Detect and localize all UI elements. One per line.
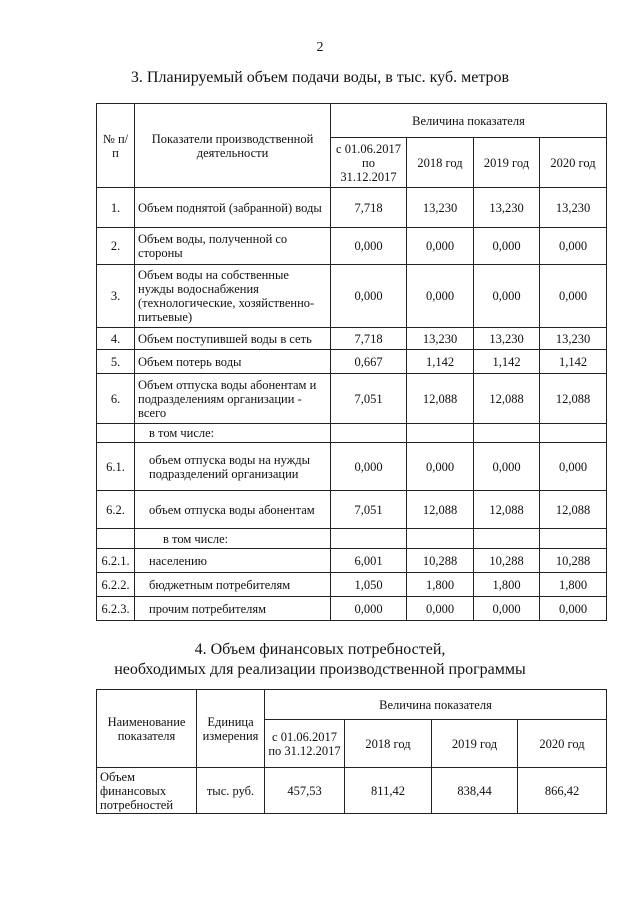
cell-value: 12,088 bbox=[474, 374, 540, 424]
cell-value bbox=[540, 424, 607, 443]
cell-value: 1,800 bbox=[474, 573, 540, 597]
cell-value: 7,718 bbox=[331, 188, 407, 228]
cell-value: 13,230 bbox=[407, 188, 474, 228]
row-name: прочим потребителям bbox=[135, 597, 331, 621]
row-num: 6.1. bbox=[97, 443, 135, 491]
section3-title: 3. Планируемый объем подачи воды, в тыс. куб. метров bbox=[130, 69, 510, 86]
cell-value: 13,230 bbox=[407, 328, 474, 350]
cell-value bbox=[540, 529, 607, 549]
cell-value: 838,44 bbox=[432, 768, 518, 814]
cell-value: 0,000 bbox=[540, 597, 607, 621]
cell-value: 10,288 bbox=[540, 549, 607, 573]
cell-value: 0,000 bbox=[474, 597, 540, 621]
cell-value: 13,230 bbox=[540, 328, 607, 350]
cell-value: 7,051 bbox=[331, 491, 407, 529]
cell-value: 0,000 bbox=[407, 265, 474, 328]
cell-value: 457,53 bbox=[265, 768, 345, 814]
row-name: в том числе: bbox=[135, 529, 331, 549]
cell-value: 0,000 bbox=[540, 265, 607, 328]
section4-title-line1: 4. Объем финансовых потребностей, bbox=[194, 641, 446, 658]
table-row bbox=[97, 328, 607, 350]
water-supply-table bbox=[96, 103, 607, 621]
section4-title-line2: необходимых для реализации производственной программы bbox=[114, 661, 526, 678]
cell-value: 7,051 bbox=[331, 374, 407, 424]
cell-value bbox=[407, 529, 474, 549]
cell-value: 12,088 bbox=[540, 374, 607, 424]
section4-title bbox=[0, 640, 640, 680]
cell-value bbox=[407, 424, 474, 443]
row-num: 2. bbox=[97, 228, 135, 265]
cell-value: 0,000 bbox=[407, 443, 474, 491]
row-name: Объем потерь воды bbox=[135, 350, 331, 374]
table-row bbox=[97, 443, 607, 491]
cell-value: 0,000 bbox=[407, 597, 474, 621]
cell-value: 866,42 bbox=[518, 768, 607, 814]
cell-value: 1,142 bbox=[474, 350, 540, 374]
cell-value bbox=[474, 424, 540, 443]
row-num: 6.2.3. bbox=[97, 597, 135, 621]
cell-value: 12,088 bbox=[407, 374, 474, 424]
header-num: № п/п bbox=[97, 104, 135, 188]
row-name: Объем воды, полученной со стороны bbox=[135, 228, 331, 265]
header-period: 2018 год bbox=[345, 720, 432, 768]
row-num: 3. bbox=[97, 265, 135, 328]
row-name: Объем финансовых потребностей bbox=[97, 768, 197, 814]
row-name: населению bbox=[135, 549, 331, 573]
cell-value: 13,230 bbox=[474, 188, 540, 228]
cell-value: 1,142 bbox=[407, 350, 474, 374]
row-num: 6.2.2. bbox=[97, 573, 135, 597]
financial-needs-table bbox=[96, 689, 607, 814]
cell-value: 0,000 bbox=[331, 228, 407, 265]
header-unit: Единица измерения bbox=[197, 690, 265, 768]
row-name: объем отпуска воды на нужды подразделений организации bbox=[135, 443, 331, 491]
cell-value: 0,000 bbox=[331, 265, 407, 328]
cell-value: 10,288 bbox=[474, 549, 540, 573]
header-period: 2020 год bbox=[518, 720, 607, 768]
row-num: 6.2. bbox=[97, 491, 135, 529]
row-name: Объем поступившей воды в сеть bbox=[135, 328, 331, 350]
row-name: в том числе: bbox=[135, 424, 331, 443]
header-period: с 01.06.2017 по 31.12.2017 bbox=[331, 138, 407, 188]
row-name: Объем отпуска воды абонентам и подразделениям организации - всего bbox=[135, 374, 331, 424]
cell-value: 0,000 bbox=[474, 228, 540, 265]
header-period: 2019 год bbox=[432, 720, 518, 768]
cell-value: 0,000 bbox=[331, 443, 407, 491]
row-num: 4. bbox=[97, 328, 135, 350]
row-name: Объем воды на собственные нужды водоснабжения (технологические, хозяйственно-питьевые) bbox=[135, 265, 331, 328]
table-row bbox=[97, 597, 607, 621]
cell-value: 12,088 bbox=[540, 491, 607, 529]
cell-value: 13,230 bbox=[540, 188, 607, 228]
header-indicator: Показатели производственной деятельности bbox=[135, 104, 331, 188]
page-number: 2 bbox=[316, 40, 324, 55]
header-period: 2018 год bbox=[407, 138, 474, 188]
cell-value: 7,718 bbox=[331, 328, 407, 350]
table-row bbox=[97, 549, 607, 573]
header-period: с 01.06.2017 по 31.12.2017 bbox=[265, 720, 345, 768]
header-period: 2019 год bbox=[474, 138, 540, 188]
table-row bbox=[97, 350, 607, 374]
row-num: 6.2.1. bbox=[97, 549, 135, 573]
cell-value: 12,088 bbox=[474, 491, 540, 529]
cell-value: 0,000 bbox=[474, 265, 540, 328]
row-num: 1. bbox=[97, 188, 135, 228]
table-row bbox=[97, 424, 607, 443]
row-num bbox=[97, 424, 135, 443]
cell-value: 6,001 bbox=[331, 549, 407, 573]
row-name: Объем поднятой (забранной) воды bbox=[135, 188, 331, 228]
header-period: 2020 год bbox=[540, 138, 607, 188]
row-num bbox=[97, 529, 135, 549]
cell-value bbox=[331, 424, 407, 443]
header-value-group: Величина показателя bbox=[331, 104, 607, 138]
cell-value: 811,42 bbox=[345, 768, 432, 814]
cell-value: 0,000 bbox=[540, 443, 607, 491]
cell-value: 0,000 bbox=[540, 228, 607, 265]
cell-value: 0,667 bbox=[331, 350, 407, 374]
header-name: Наименование показателя bbox=[97, 690, 197, 768]
table-row bbox=[97, 188, 607, 228]
row-num: 5. bbox=[97, 350, 135, 374]
cell-value: 0,000 bbox=[407, 228, 474, 265]
cell-value: 10,288 bbox=[407, 549, 474, 573]
table-row bbox=[97, 768, 607, 814]
table-row bbox=[97, 573, 607, 597]
cell-value bbox=[474, 529, 540, 549]
cell-value: 0,000 bbox=[474, 443, 540, 491]
row-unit: тыс. руб. bbox=[197, 768, 265, 814]
table-row bbox=[97, 491, 607, 529]
cell-value: 13,230 bbox=[474, 328, 540, 350]
cell-value: 1,800 bbox=[407, 573, 474, 597]
row-name: объем отпуска воды абонентам bbox=[135, 491, 331, 529]
table-row bbox=[97, 374, 607, 424]
cell-value: 1,142 bbox=[540, 350, 607, 374]
row-name: бюджетным потребителям bbox=[135, 573, 331, 597]
cell-value: 1,050 bbox=[331, 573, 407, 597]
table-row bbox=[97, 529, 607, 549]
cell-value: 12,088 bbox=[407, 491, 474, 529]
table-row bbox=[97, 265, 607, 328]
cell-value: 1,800 bbox=[540, 573, 607, 597]
row-num: 6. bbox=[97, 374, 135, 424]
header-value-group: Величина показателя bbox=[265, 690, 607, 720]
cell-value: 0,000 bbox=[331, 597, 407, 621]
cell-value bbox=[331, 529, 407, 549]
table-row bbox=[97, 228, 607, 265]
